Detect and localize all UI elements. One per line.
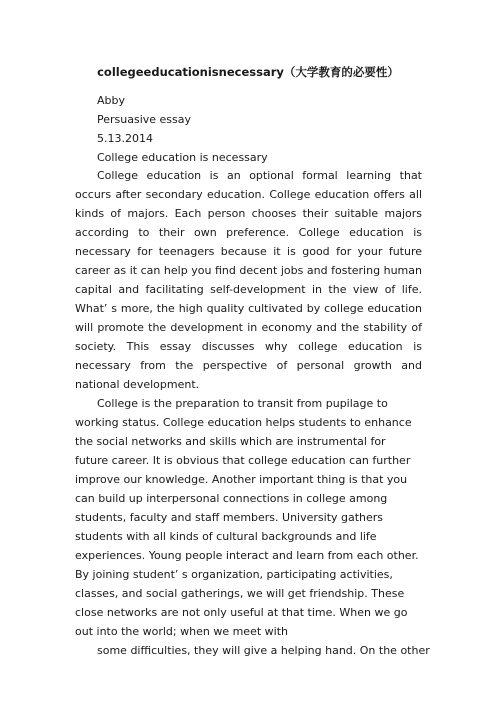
essay-heading: College education is necessary bbox=[97, 151, 268, 164]
paragraph: College is the preparation to transit from pupilage to working status. College education helps students to enhance the social networks and skills which are instrumental for future career. It is obvious that college education can further improve our knowledge. Another important thing is that you can build up interpersonal connections in college among students, faculty and staff members. University gathers students with all kinds of cultural backgrounds and life experiences. Young people interact and learn from each other. By joining student’ s organization, participating activities, classes, and social gatherings, we will get friendship. These close networks are not only useful at that time. When we go out into the world; when we meet with bbox=[75, 397, 419, 638]
essay-date: 5.13.2014 bbox=[97, 132, 153, 145]
essay-type: Persuasive essay bbox=[97, 113, 192, 126]
paragraph-continuation: some difficulties, they will give a helping hand. On the other bbox=[97, 644, 430, 657]
document-title: collegeeducationisnecessary（大学教育的必要性） bbox=[97, 65, 399, 79]
author-name: Abby bbox=[97, 94, 125, 107]
paragraph: College education is an optional formal learning that occurs after secondary education. College education offers all kinds of majors. Each person chooses their suitable majors according to their own preference. College education is necessary for teenagers because it is good for your future career as it can help you find decent jobs and fostering human capital and facilitating self-development in the view of life. What’ s more, the high quality cultivated by college education will promote the development in economy and the stability of society. This essay discusses why college education is necessary from the perspective of personal growth and national development. bbox=[75, 169, 422, 391]
essay-body bbox=[75, 166, 430, 660]
